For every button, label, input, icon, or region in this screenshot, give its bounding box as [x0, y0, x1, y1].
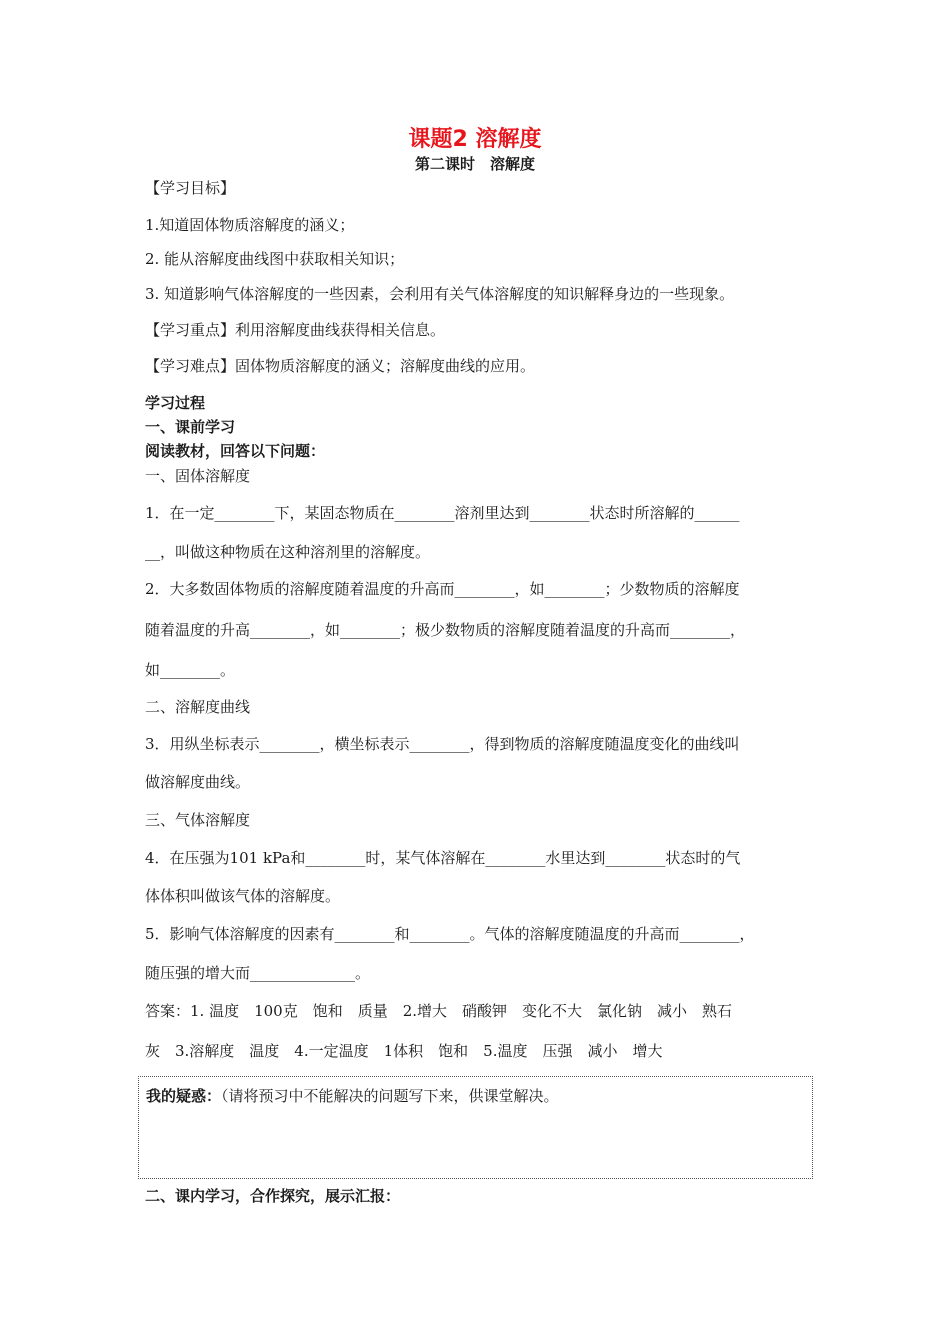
- process-heading: 学习过程: [145, 394, 206, 412]
- doubts-box[interactable]: [138, 1076, 813, 1179]
- question-1-line-2: __，叫做这种物质在这种溶剂里的溶解度。: [145, 543, 431, 561]
- key-point: 【学习重点】利用溶解度曲线获得相关信息。: [145, 321, 446, 339]
- pre-study-heading: 一、课前学习: [145, 418, 236, 436]
- question-5-line-2: 随压强的增大而______________。: [145, 964, 371, 982]
- objective-1: 1.知道固体物质溶解度的涵义；: [145, 216, 355, 234]
- question-4-line-1: 4．在压强为101 kPa和________时，某气体溶解在________水里达到________状态时的气: [145, 849, 741, 867]
- question-2-line-3: 如________。: [145, 661, 236, 679]
- question-2-line-2: 随着温度的升高________，如________；极少数物质的溶解度随着温度的升高而________，: [145, 621, 746, 639]
- answers-line-1: 答案：1. 温度 100克 饱和 质量 2.增大 硝酸钾 变化不大 氯化钠 减小 熟石: [145, 1002, 733, 1020]
- question-3-line-1: 3．用纵坐标表示________，横坐标表示________，得到物质的溶解度随温度变化的曲线叫: [145, 735, 740, 753]
- in-class-heading: 二、课内学习，合作探究，展示汇报：: [145, 1187, 401, 1205]
- objectives-heading: 【学习目标】: [145, 179, 236, 197]
- objective-2: 2. 能从溶解度曲线图中获取相关知识；: [145, 250, 405, 268]
- doubts-instruction: （请将预习中不能解决的问题写下来，供课堂解决。: [221, 1087, 559, 1105]
- section-3-heading: 三、气体溶解度: [145, 811, 251, 829]
- objective-3: 3. 知道影响气体溶解度的一些因素，会利用有关气体溶解度的知识解释身边的一些现象。: [145, 285, 735, 303]
- section-1-heading: 一、固体溶解度: [145, 467, 251, 485]
- page-subtitle: 第二课时 溶解度: [414, 155, 535, 173]
- section-2-heading: 二、溶解度曲线: [145, 698, 251, 716]
- question-5-line-1: 5．影响气体溶解度的因素有________和________。气体的溶解度随温度的升高而________，: [145, 925, 755, 943]
- question-1-line-1: 1．在一定________下，某固态物质在________溶剂里达到________状态时所溶解的______: [145, 504, 740, 522]
- doubts-label: 我的疑惑：: [146, 1087, 222, 1105]
- question-4-line-2: 体体积叫做该气体的溶解度。: [145, 887, 341, 905]
- read-instruction: 阅读教材，回答以下问题：: [145, 442, 326, 460]
- question-3-line-2: 做溶解度曲线。: [145, 773, 251, 791]
- page-title: 课题2 溶解度: [408, 127, 542, 152]
- doubts-prompt: [146, 1085, 559, 1106]
- question-2-line-1: 2．大多数固体物质的溶解度随着温度的升高而________，如________；少数物质的溶解度: [145, 580, 740, 598]
- answers-line-2: 灰 3.溶解度 温度 4.一定温度 1体积 饱和 5.温度 压强 减小 增大: [145, 1042, 663, 1060]
- difficulty: 【学习难点】固体物质溶解度的涵义；溶解度曲线的应用。: [145, 357, 536, 375]
